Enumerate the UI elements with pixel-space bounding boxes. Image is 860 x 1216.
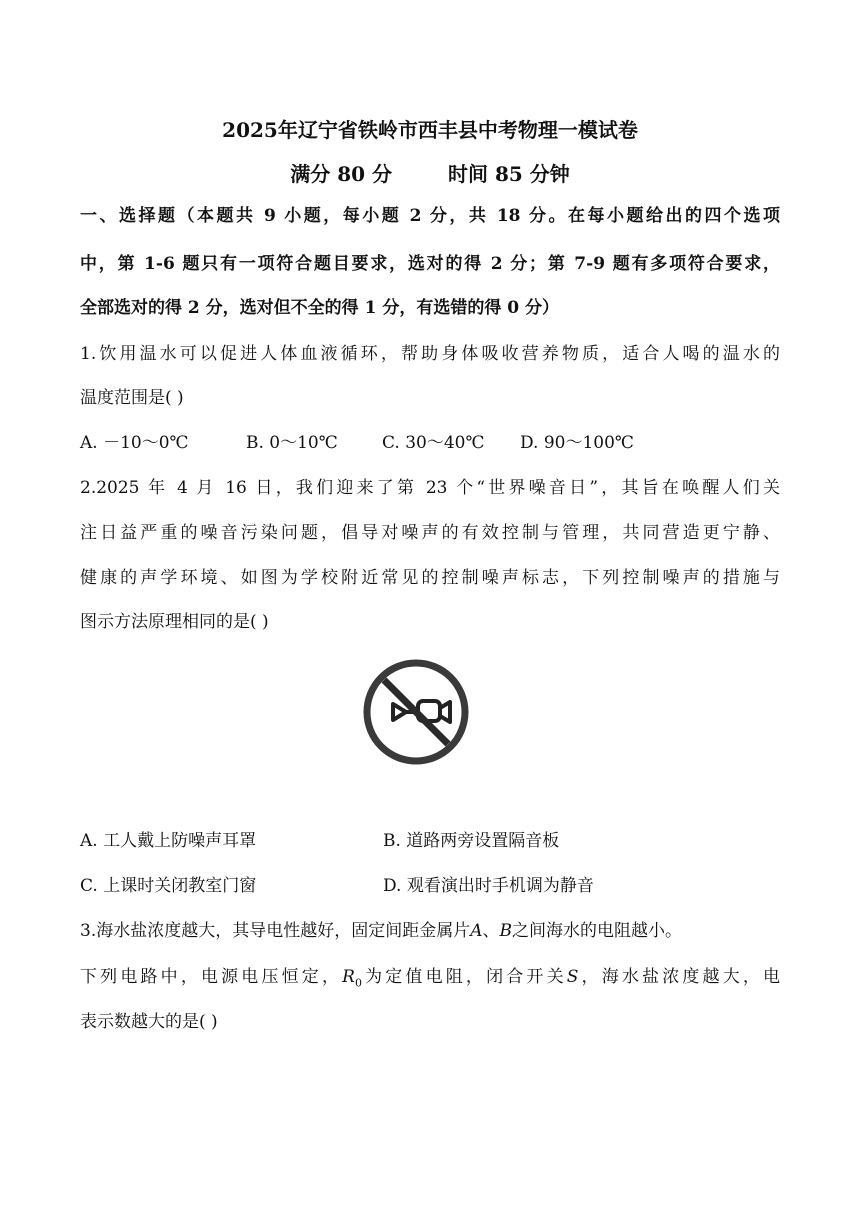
question-2-text: 2.2025 年 4 月 16 日，我们迎来了第 23 个“世界噪音日”，其旨在唤醒人们关	[80, 478, 780, 498]
variable-s: S	[566, 967, 579, 987]
question-2-text: 注日益严重的噪音污染问题，倡导对噪声的有效控制与管理，共同营造更宁静、	[80, 523, 780, 543]
variable-a: A	[470, 921, 483, 941]
full-score: 满分 80 分	[290, 162, 392, 186]
q1-option-c: C. 30～40℃	[382, 433, 485, 453]
section-instruction-line: 中，第 1-6 题只有一项符合题目要求，选对的得 2 分；第 7-9 题有多项符合要求，	[80, 254, 780, 274]
exam-duration: 时间 85 分钟	[448, 162, 570, 186]
question-2-text: 健康的声学环境、如图为学校附近常见的控制噪声标志，下列控制噪声的措施与	[80, 568, 780, 588]
question-3-text	[80, 965, 780, 995]
question-1-text: 温度范围是( )	[80, 388, 184, 408]
exam-title: 2025年辽宁省铁岭市西丰县中考物理一模试卷	[222, 118, 638, 142]
question-3-text: 表示数越大的是( )	[80, 1012, 218, 1032]
q3-text-segment: ，海水盐浓度越大，电	[578, 967, 781, 987]
q1-option-a: A. －10～0℃	[80, 433, 189, 453]
section-instruction-line: 一、选择题（本题共 9 小题，每小题 2 分，共 18 分。在每小题给出的四个选项	[80, 206, 780, 226]
q1-option-d: D. 90～100℃	[520, 433, 634, 453]
q3-text-segment: 为定值电阻，闭合开关	[361, 967, 567, 987]
variable-r0-subscript: 0	[354, 976, 362, 990]
q3-text-segment: 、	[482, 921, 500, 941]
question-2-text: 图示方法原理相同的是( )	[80, 612, 269, 632]
q2-option-c: C. 上课时关闭教室门窗	[80, 876, 257, 896]
q3-text-segment: 之间海水的电阻越小。	[512, 921, 682, 941]
q3-text-segment: 下列电路中，电源电压恒定，	[80, 967, 343, 987]
q3-text-segment: 3.海水盐浓度越大，其导电性越好，固定间距金属片	[80, 921, 471, 941]
variable-b: B	[499, 921, 512, 941]
q1-option-b: B. 0～10℃	[246, 433, 338, 453]
section-instruction-line: 全部选对的得 2 分，选对但不全的得 1 分，有选错的得 0 分）	[80, 298, 559, 318]
no-honking-icon	[360, 656, 472, 768]
q2-option-b: B. 道路两旁设置隔音板	[383, 831, 560, 851]
variable-r0: R	[342, 967, 355, 987]
q2-option-a: A. 工人戴上防噪声耳罩	[80, 831, 257, 851]
exam-subtitle	[0, 158, 860, 187]
q2-option-d: D. 观看演出时手机调为静音	[383, 876, 594, 896]
question-3-text	[80, 919, 800, 943]
question-1-text: 1.饮用温水可以促进人体血液循环，帮助身体吸收营养物质，适合人喝的温水的	[80, 344, 780, 364]
